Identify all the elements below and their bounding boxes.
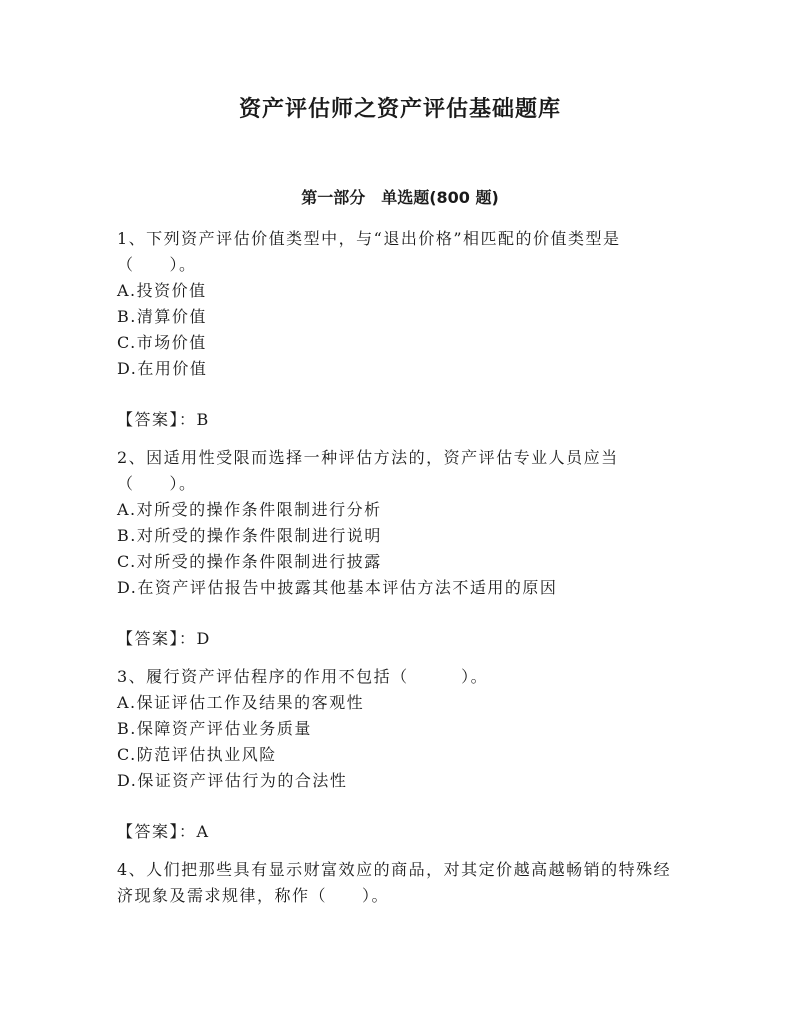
option-d: D.保证资产评估行为的合法性 xyxy=(117,771,348,790)
option-a: A.投资价值 xyxy=(117,281,207,300)
answer-line: 【答案】：B xyxy=(117,410,210,429)
option-c: C.对所受的操作条件限制进行披露 xyxy=(117,552,382,571)
section-heading: 第一部分 单选题(800 题) xyxy=(301,188,499,207)
answer-line: 【答案】：D xyxy=(117,629,211,648)
question-item xyxy=(117,226,687,433)
answer-line: 【答案】：A xyxy=(117,822,210,841)
question-stem: 1、下列资产评估价值类型中，与“退出价格”相匹配的价值类型是（ ）。 xyxy=(117,229,621,274)
question-stem: 2、因适用性受限而选择一种评估方法的，资产评估专业人员应当（ ）。 xyxy=(117,448,619,493)
option-a: A.对所受的操作条件限制进行分析 xyxy=(117,500,382,519)
question-item xyxy=(117,664,687,845)
option-d: D.在资产评估报告中披露其他基本评估方法不适用的原因 xyxy=(117,578,558,597)
option-a: A.保证评估工作及结果的客观性 xyxy=(117,693,365,712)
question-stem: 4、人们把那些具有显示财富效应的商品，对其定价越高越畅销的特殊经济现象及需求规律，称作（ ）。 xyxy=(117,860,672,905)
question-list xyxy=(117,226,687,909)
document-title: 资产评估师之资产评估基础题库 xyxy=(238,97,561,122)
option-d: D.在用价值 xyxy=(117,359,208,378)
option-c: C.市场价值 xyxy=(117,333,207,352)
question-item xyxy=(117,445,687,652)
question-stem: 3、履行资产评估程序的作用不包括（ ）。 xyxy=(117,667,489,686)
question-item xyxy=(117,857,687,909)
option-b: B.对所受的操作条件限制进行说明 xyxy=(117,526,382,545)
option-b: B.清算价值 xyxy=(117,307,207,326)
option-c: C.防范评估执业风险 xyxy=(117,745,277,764)
option-b: B.保障资产评估业务质量 xyxy=(117,719,312,738)
